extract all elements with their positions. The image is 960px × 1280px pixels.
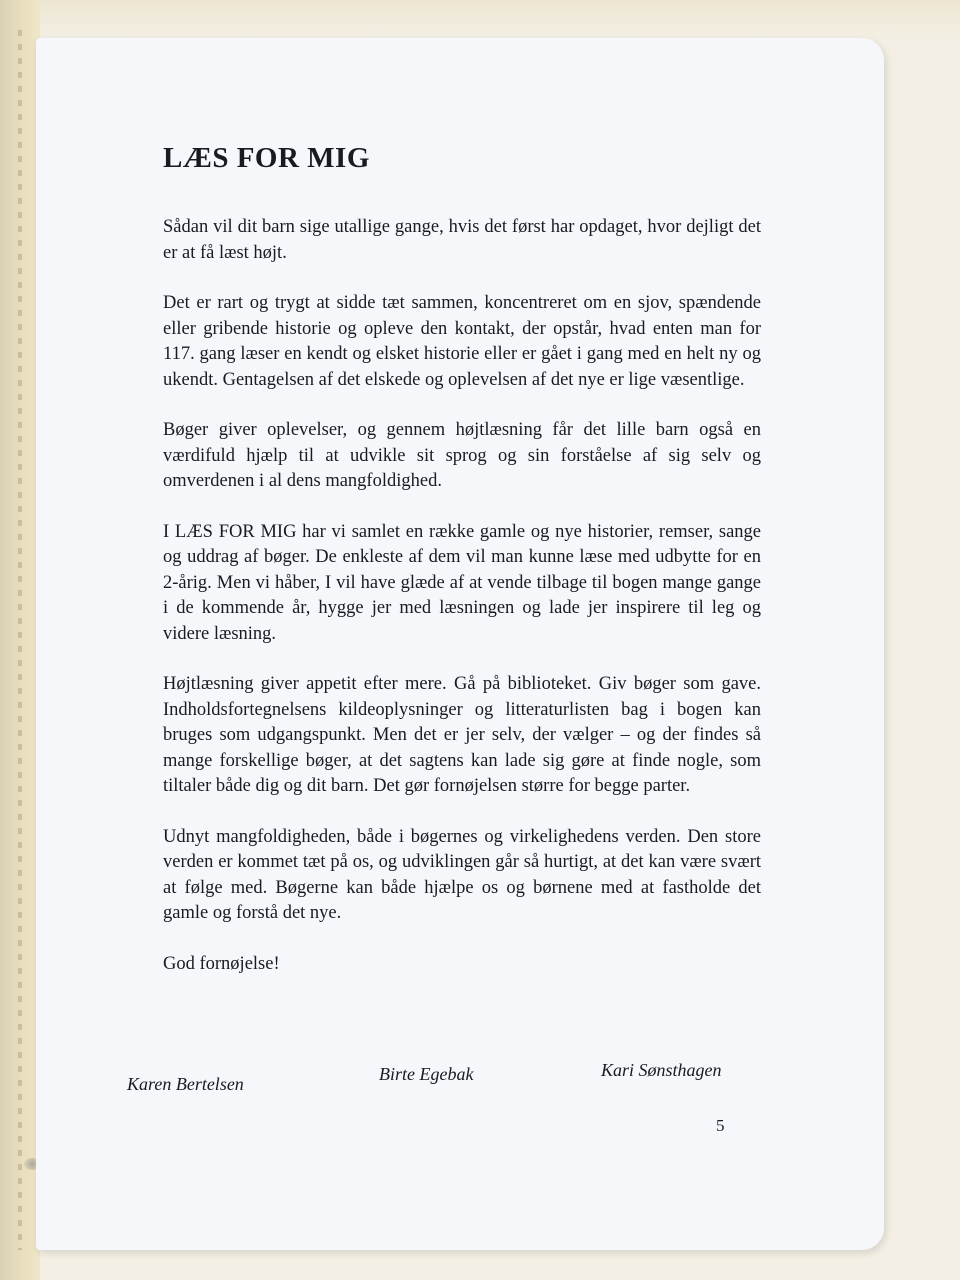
binding-stitch [18, 30, 22, 1250]
book-cover-top-edge [0, 0, 960, 40]
paragraph-1: Sådan vil dit barn sige utallige gange, hvis det først har opdaget, hvor dejligt det er at få læst højt. [163, 217, 761, 263]
paragraph-3: Bøger giver oplevelser, og gennem højtlæsning får det lille barn også en værdifuld hjælp til at udvikle sit sprog og sin forståelse af sig selv og omverdenen i al dens mangfoldighed. [163, 420, 761, 491]
paragraph-4: I LÆS FOR MIG har vi samlet en række gamle og nye historier, remser, sange og uddrag af bøger. De enkleste af dem vil man kunne læse med udbytte for en 2-årig. Men vi håber, I vil have glæde af at vende tilbage til bogen mange gange i de kommende år, hygge jer med læsningen og lade jer inspirere til leg og videre læsning. [163, 521, 761, 644]
closing-line: God fornøjelse! [163, 953, 280, 974]
signature-birte-egebak: Birte Egebak [379, 1064, 474, 1084]
page-title: LÆS FOR MIG [163, 142, 370, 174]
paragraph-2: Det er rart og trygt at sidde tæt sammen, koncentreret om en sjov, spændende eller gribende historie og opleve den kontakt, der opstår, hvad enten man for 117. gang læser en kendt og elsket historie eller er gået i gang med en helt ny og ukendt. Gentagelsen af det elskede og oplevelsen af det nye er lige væsentlige. [163, 293, 761, 390]
paragraph-6: Udnyt mangfoldigheden, både i bøgernes og virkelighedens verden. Den store verden er kommet tæt på os, og udviklingen går så hurtigt, at det kan være svært at følge med. Bøgerne kan både hjælpe os og børnene med at fastholde det gamle og forstå det nye. [163, 826, 761, 923]
signatures [127, 1060, 742, 1100]
page-body [163, 141, 761, 1002]
signature-kari-sonsthagen: Kari Sønsthagen [601, 1060, 722, 1080]
paragraph-5: Højtlæsning giver appetit efter mere. Gå på biblioteket. Giv bøger som gave. Indholdsfortegnelsens kildeoplysninger og litteraturlisten bag i bogen kan bruges som udgangspunkt. Men det er jer selv, der vælger – og der findes så mange forskellige bøger, at det sagtens kan lade sig gøre at finde nogle, som tiltaler både dig og dit barn. Det gør fornøjelsen større for begge parter. [163, 674, 761, 796]
page-number: 5 [716, 1116, 725, 1135]
signature-karen-bertelsen: Karen Bertelsen [127, 1074, 244, 1094]
